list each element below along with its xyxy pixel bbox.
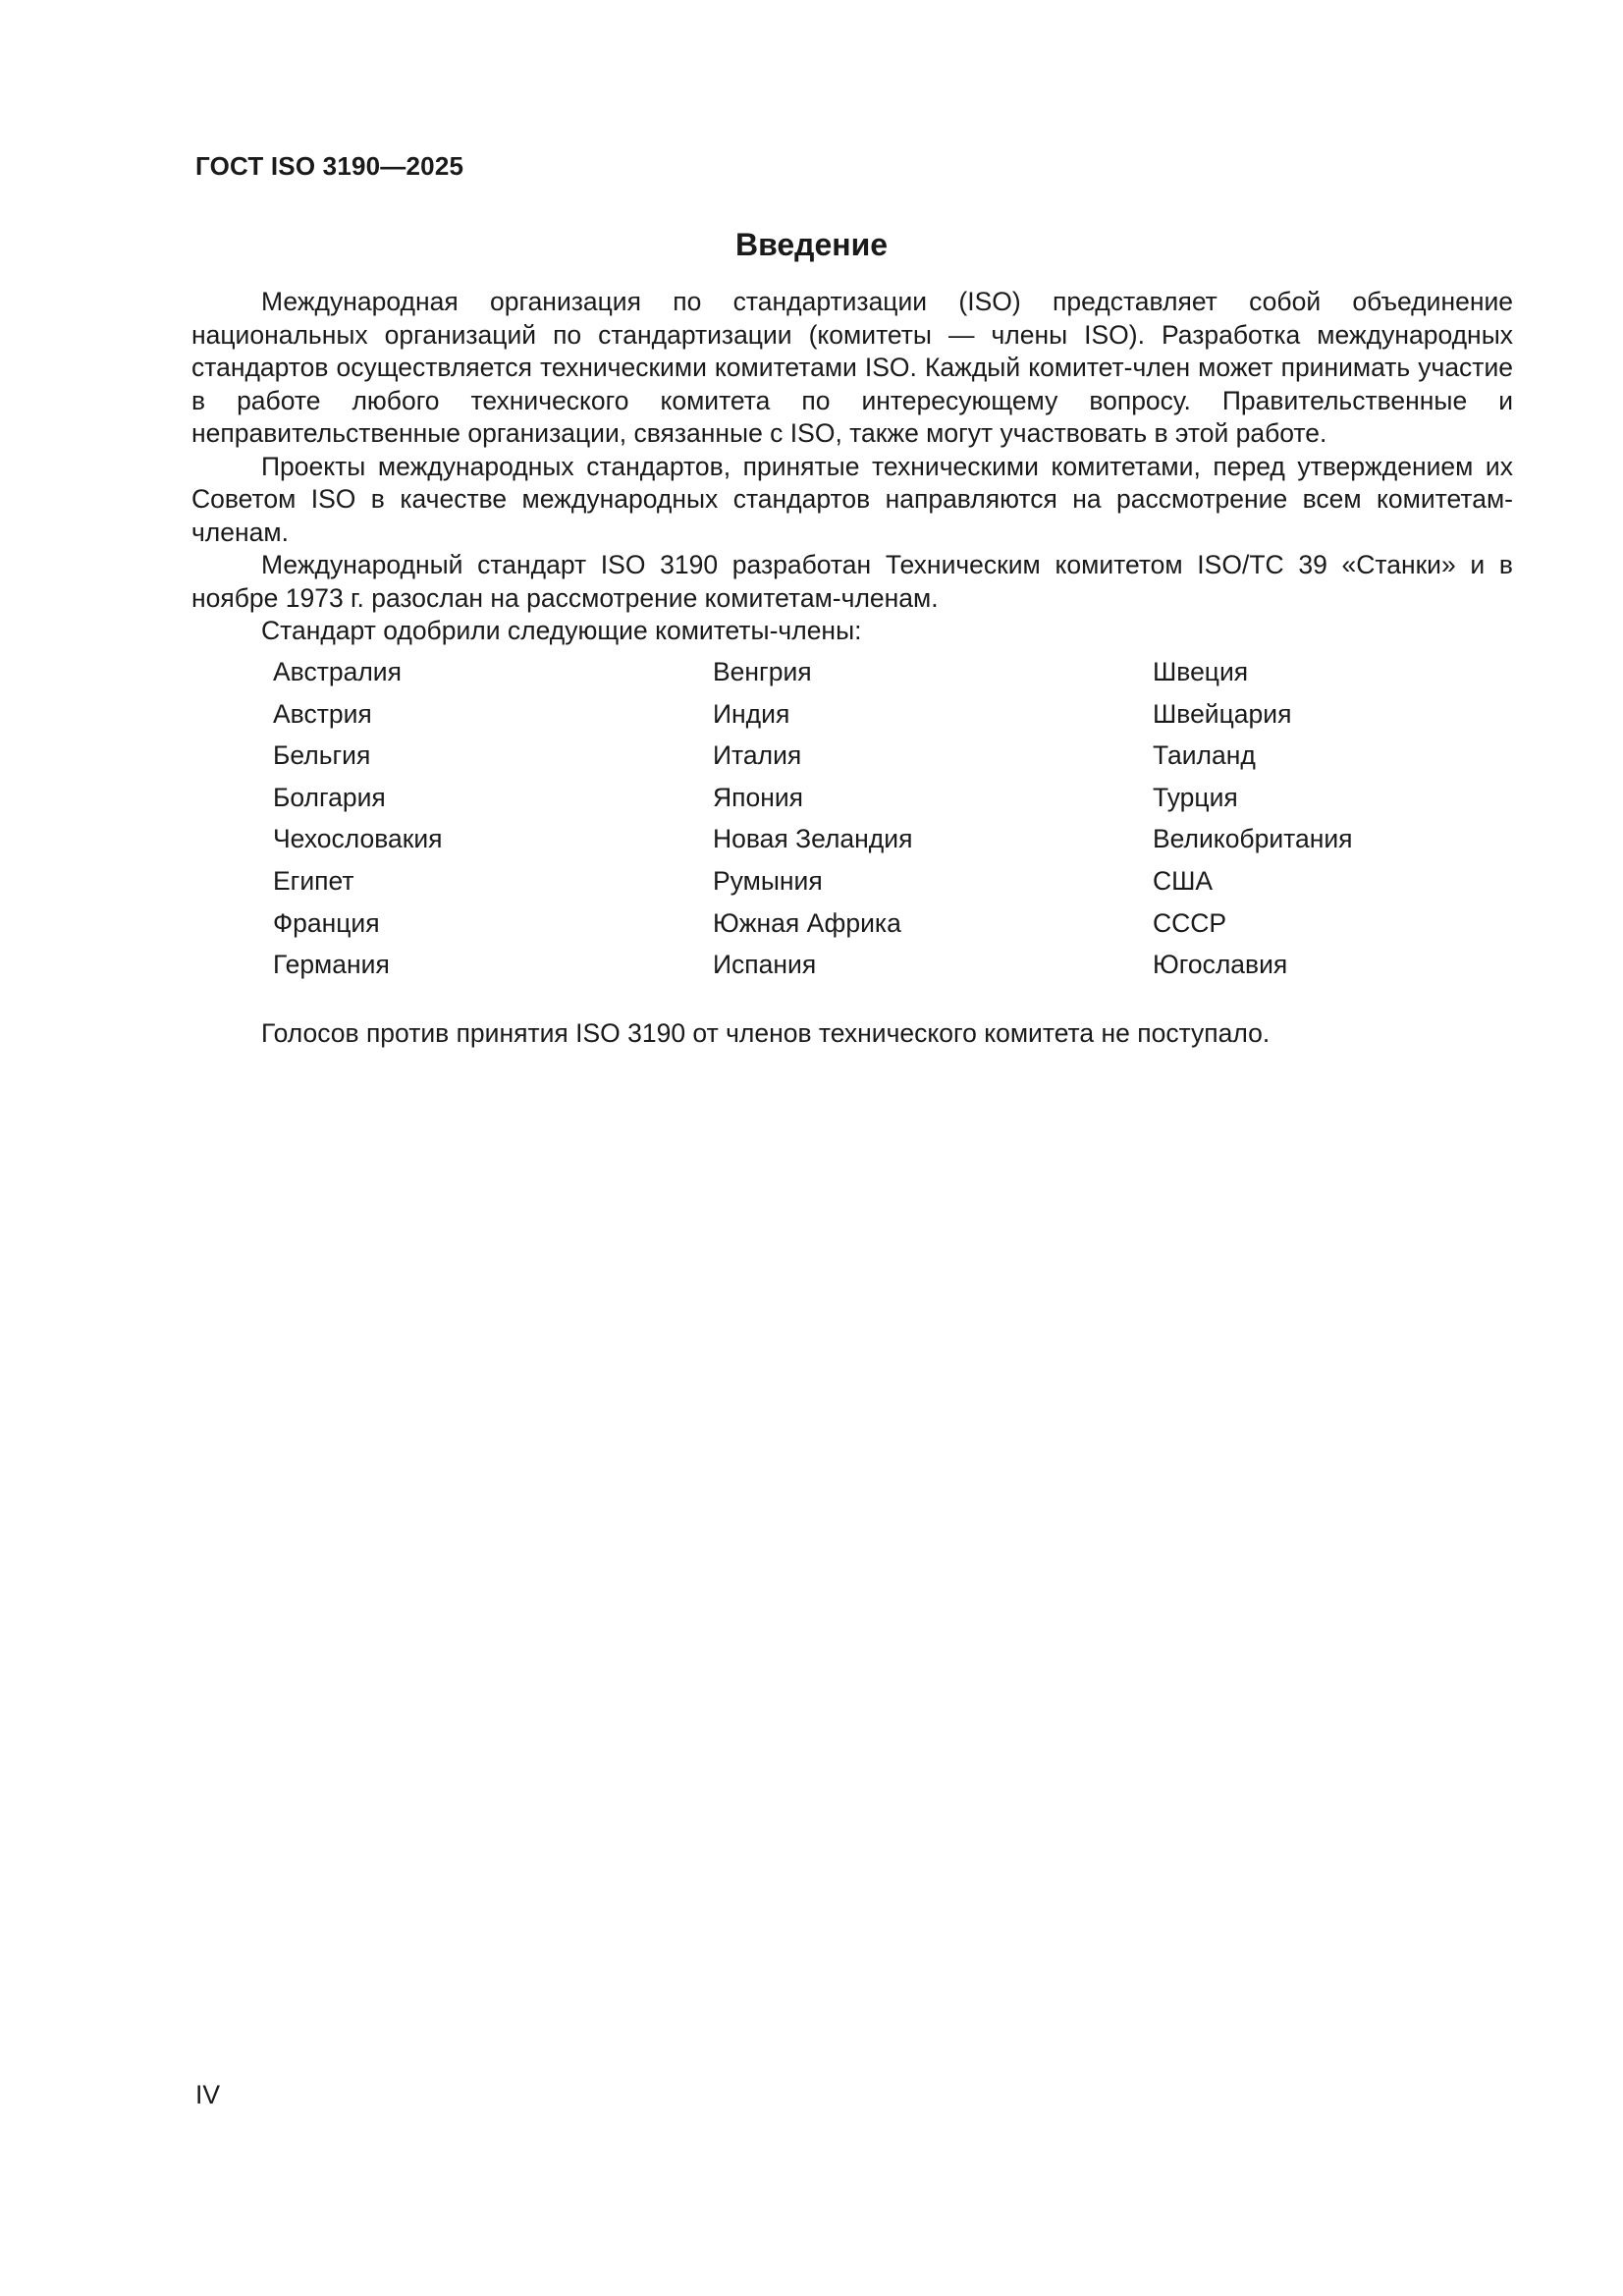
country-item: Болгария	[273, 782, 386, 812]
country-item: Швейцария	[1153, 698, 1292, 729]
paragraph-iso-3190-development: Международный стандарт ISO 3190 разработан Техническим комитетом ISO/TC 39 «Станки» и в ноябре 1973 г. разослан на рассмотрение комитетам-членам.	[191, 550, 1513, 613]
country-item: Румыния	[713, 865, 823, 896]
page-number: IV	[195, 2080, 221, 2109]
country-item: Венгрия	[713, 657, 812, 686]
standard-header: ГОСТ ISO 3190—2025	[195, 151, 464, 181]
country-item: Швеция	[1153, 657, 1249, 686]
country-item: Великобритания	[1153, 824, 1353, 854]
country-item: Египет	[273, 865, 354, 896]
country-item: Франция	[273, 907, 380, 938]
member-countries-list	[273, 656, 1540, 991]
country-item: Южная Африка	[713, 907, 901, 938]
section-title: Введение	[734, 227, 889, 262]
country-item: Новая Зеландия	[713, 824, 913, 854]
country-item: Турция	[1153, 782, 1238, 812]
country-item: Бельгия	[273, 740, 371, 771]
country-item: Чехословакия	[273, 824, 443, 854]
country-item: Австралия	[273, 657, 402, 686]
paragraph-approval-intro: Стандарт одобрили следующие комитеты-члены:	[261, 616, 862, 645]
paragraph-iso-description: Международная организация по стандартизации (ISO) представляет собой объединение национальных организаций по стандартизации (комитеты — члены ISO). Разработка международных стандартов осуществляется техническими комитетами ISO. Каждый комитет-член может принимать участие в работе любого технического комитета по интересующему вопросу. Правительственные и неправительственные организации, связанные с ISO, также могут участвовать в этой работе.	[191, 287, 1513, 448]
country-item: Италия	[713, 740, 802, 771]
country-item: СССР	[1153, 907, 1227, 938]
country-item: Германия	[273, 950, 390, 980]
country-item: Югославия	[1153, 950, 1288, 980]
country-item: Япония	[713, 782, 804, 812]
country-item: Индия	[713, 698, 790, 729]
paragraph-draft-standards: Проекты международных стандартов, принятые техническими комитетами, перед утверждением их Советом ISO в качестве международных стандартов направляются на рассмотрение всем комитетам-членам.	[191, 451, 1513, 547]
country-item: США	[1153, 865, 1214, 896]
country-item: Испания	[713, 950, 817, 980]
closing-statement: Голосов против принятия ISO 3190 от членов технического комитета не поступало.	[261, 1018, 1271, 1048]
country-item: Австрия	[273, 698, 372, 729]
introduction-body	[191, 286, 1513, 648]
country-item: Таиланд	[1153, 740, 1256, 771]
